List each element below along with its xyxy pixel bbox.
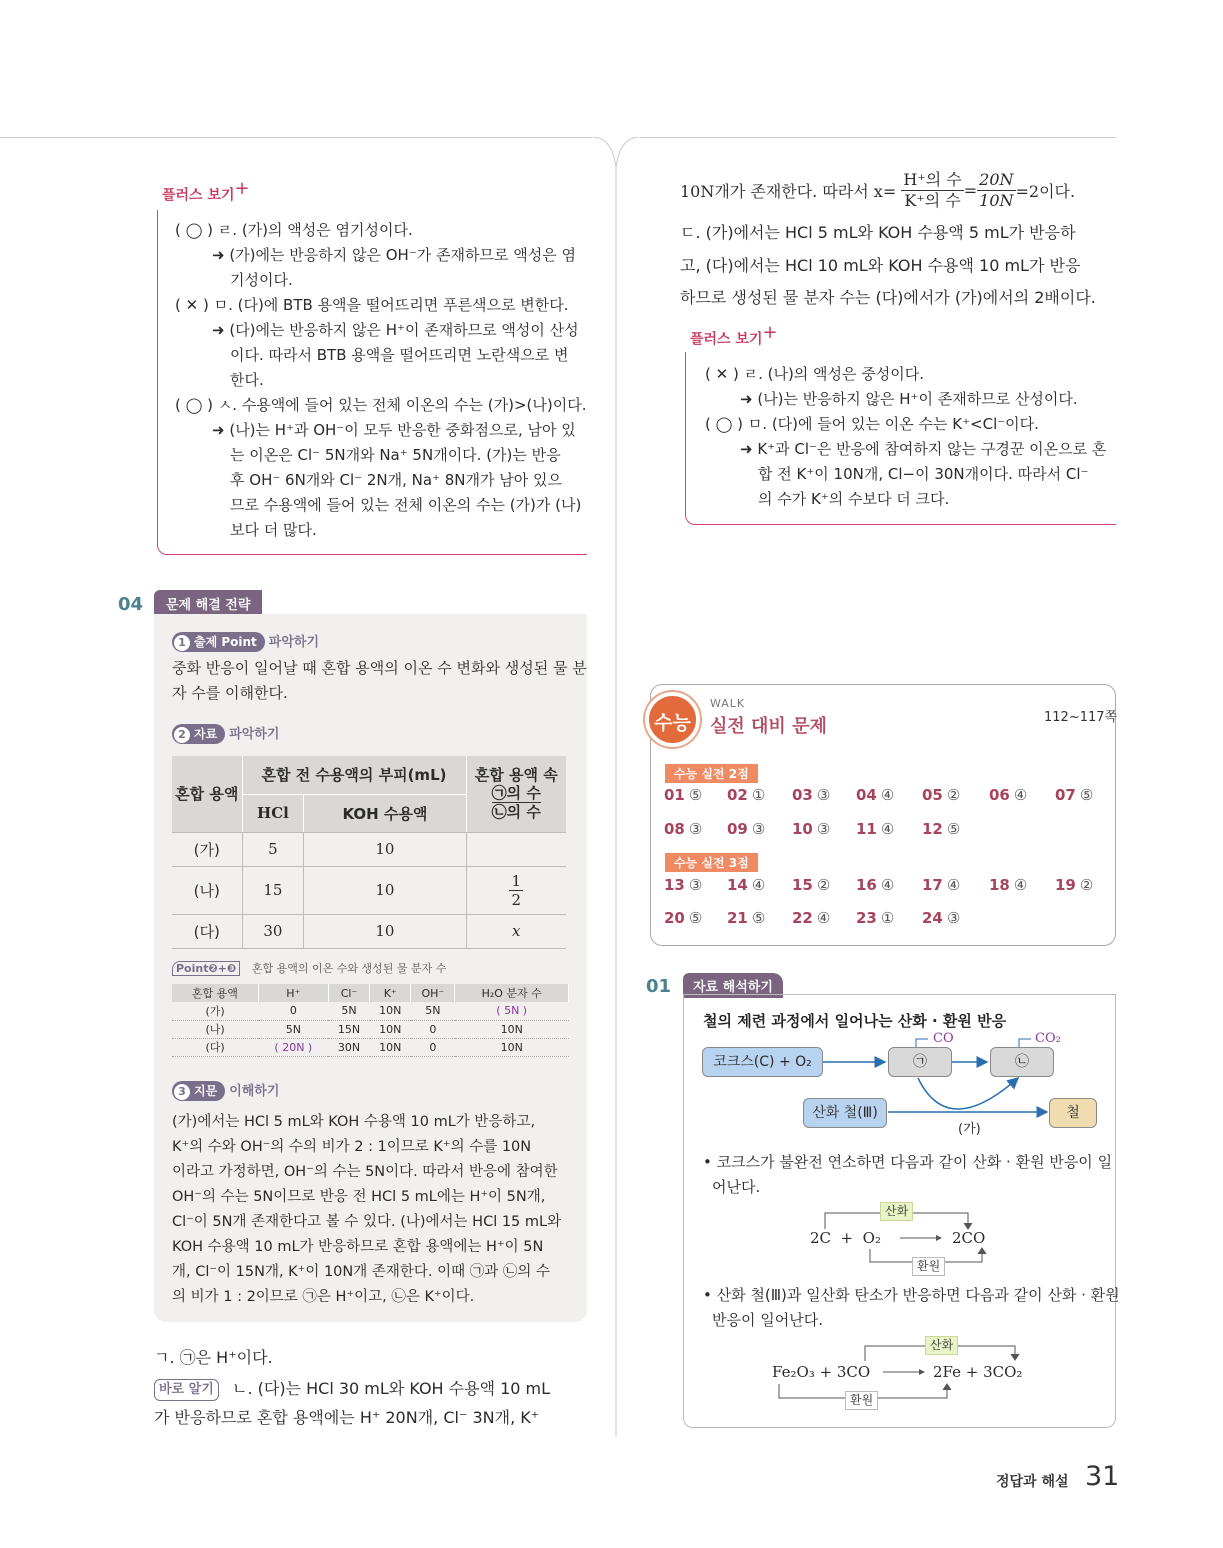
eq1-red: 환원 — [912, 1257, 945, 1276]
table-row: (나) 15 10 $\frac{1}{2}$ — [172, 866, 566, 914]
answer-item: 24 ③ — [922, 909, 961, 927]
th-hcl: HCl — [242, 794, 304, 832]
plus-title-right: 플러스 보기+ — [690, 322, 778, 348]
plus-title-left: 플러스 보기+ — [162, 178, 250, 204]
step3-line: OH⁻의 수는 5N이므로 반응 전 HCl 5 mL에는 H⁺이 5N개, — [172, 1189, 546, 1205]
bullet2-line: • 산화 철(Ⅲ)과 일산화 탄소가 반응하면 다음과 같이 산화 · 환원 — [703, 1286, 1120, 1304]
plus-line: 기성이다. — [230, 271, 293, 289]
step3-line: KOH 수용액 10 mL가 반응하므로 혼합 용액에는 H⁺이 5N — [172, 1239, 544, 1255]
question-number-04: 04 — [118, 594, 144, 615]
label-ga: (가) — [958, 1122, 981, 1137]
eq1-left: 2C + O₂ — [810, 1229, 881, 1247]
step2-heading — [172, 723, 279, 744]
answer-item: 01 ⑤ — [664, 786, 703, 804]
table-row: (다) ( 20N ) 30N 10N 0 10N — [172, 1038, 569, 1056]
answer-item: 10 ③ — [792, 820, 831, 838]
table-row: (가) 0 5N 10N 5N ( 5N ) — [172, 1002, 569, 1020]
step3-line: K⁺의 수와 OH⁻의 수의 비가 2 : 1이므로 K⁺의 수를 10N — [172, 1139, 532, 1155]
fraction-cell: $\frac{1}{2}$ — [466, 866, 566, 914]
plus-line: 후 OH⁻ 6N개와 Cl⁻ 2N개, Na⁺ 8N개가 남아 있으 — [230, 471, 562, 489]
step3-line: (가)에서는 HCl 5 mL와 KOH 수용액 10 mL가 반응하고, — [172, 1114, 536, 1130]
question-number-01: 01 — [646, 976, 672, 997]
step2-badge: 2 자료 — [172, 724, 225, 744]
plus-title-text: 플러스 보기 — [690, 331, 763, 348]
tag-3pt: 수능 실전 3점 — [665, 853, 758, 872]
plus-line: ( ✕ ) ㅁ. (다)에 BTB 용액을 떨어뜨리면 푸른색으로 변한다. — [175, 296, 569, 314]
pages-label: 112~117쪽 — [1044, 710, 1118, 725]
bullet1-line: • 코크스가 불완전 연소하면 다음과 같이 산화 · 환원 반응이 일 — [703, 1153, 1113, 1171]
answer-item: 07 ⑤ — [1055, 786, 1094, 804]
footer-label: 정답과 해설 — [996, 1474, 1069, 1490]
answer-item: 19 ② — [1055, 876, 1094, 894]
plus-line: ➜ (가)에는 반응하지 않은 OH⁻가 존재하므로 액성은 염 — [212, 246, 576, 264]
plus-line: ( ◯ ) ㄹ. (가)의 액성은 염기성이다. — [175, 221, 413, 239]
top-rule-right — [640, 137, 1116, 138]
step3-line: 이라고 가정하면, OH⁻의 수는 5N이다. 따라서 반응에 참여한 — [172, 1164, 558, 1180]
answer-item: 18 ④ — [989, 876, 1028, 894]
plus-line: 이다. 따라서 BTB 용액을 떨어뜨리면 노란색으로 변 — [230, 346, 569, 364]
plus-line: ➜ (나)는 반응하지 않은 H⁺이 존재하므로 산성이다. — [740, 390, 1078, 408]
ion-table-head: 혼합 용액 H⁺ Cl⁻ K⁺ OH⁻ H₂O 분자 수 — [172, 984, 569, 1002]
table-row: (나) 5N 15N 10N 0 10N — [172, 1020, 569, 1038]
answer-line: 고, (다)에서는 HCl 10 mL와 KOH 수용액 10 mL가 반응 — [680, 256, 1081, 275]
plus-line: 합 전 K⁺이 10N개, Cl−이 30N개이다. 따라서 Cl⁻ — [758, 465, 1089, 483]
plus-title-text: 플러스 보기 — [162, 187, 235, 204]
answer-item: 14 ④ — [727, 876, 766, 894]
answer-item: 13 ③ — [664, 876, 703, 894]
data-tag: 자료 해석하기 — [683, 973, 783, 998]
th-koh: KOH 수용액 — [304, 794, 466, 832]
answer-line: ㄱ. ㉠은 H⁺이다. — [154, 1348, 273, 1367]
step3-line: 의 비가 1 : 2이므로 ㉠은 H⁺이고, ㉡은 K⁺이다. — [172, 1289, 475, 1305]
eq1-ox: 산화 — [880, 1202, 913, 1221]
walk-label: WALK — [710, 697, 746, 710]
plus-line: 는 이온은 Cl⁻ 5N개와 Na⁺ 5N개이다. (가)는 반응 — [230, 446, 561, 464]
step1-heading — [172, 631, 319, 652]
answer-item: 11 ④ — [856, 820, 895, 838]
answer-item: 22 ④ — [792, 909, 831, 927]
answer-item: 09 ③ — [727, 820, 766, 838]
box-iron: 철 — [1049, 1098, 1097, 1128]
point-title: 혼합 용액의 이온 수와 생성된 물 분자 수 — [251, 962, 447, 975]
th-ratio: 혼합 용액 속 ㉠의 수 ㉡의 수 — [466, 756, 566, 832]
answer-item: 17 ④ — [922, 876, 961, 894]
eq2-ox: 산화 — [925, 1336, 958, 1355]
answer-line: 가 반응하므로 혼합 용액에는 H⁺ 20N개, Cl⁻ 3N개, K⁺ — [154, 1408, 540, 1427]
tag-2pt: 수능 실전 2점 — [665, 764, 758, 783]
box-a: ㉠ — [888, 1047, 952, 1077]
answer-item: 06 ④ — [989, 786, 1028, 804]
eq2-right: 2Fe + 3CO₂ — [933, 1363, 1023, 1381]
answer-item: 03 ③ — [792, 786, 831, 804]
eq1-right: 2CO — [952, 1229, 986, 1247]
step3-heading — [172, 1080, 279, 1101]
plus-line: ➜ (다)에는 반응하지 않은 H⁺이 존재하므로 액성이 산성 — [212, 321, 579, 339]
answer-line: ㄷ. (가)에서는 HCl 5 mL와 KOH 수용액 5 mL가 반응하 — [680, 223, 1076, 242]
answer-item: 12 ⑤ — [922, 820, 961, 838]
step3-text: 이해하기 — [229, 1084, 280, 1099]
answer-item: 20 ⑤ — [664, 909, 703, 927]
answer-line: 하므로 생성된 물 분자 수는 (다)에서가 (가)에서의 2배이다. — [680, 288, 1096, 307]
answer-item: 08 ③ — [664, 820, 703, 838]
th-before: 혼합 전 수용액의 부피(mL) — [242, 756, 466, 794]
answer-item: 05 ② — [922, 786, 961, 804]
data-table — [172, 756, 566, 949]
baro-tag: 바로 알기 — [154, 1379, 219, 1401]
answer-line: ㄴ. (다)는 HCl 30 mL와 KOH 수용액 10 mL — [232, 1379, 551, 1398]
step3-badge: 3 지문 — [172, 1081, 225, 1101]
plus-line: ➜ (나)는 H⁺과 OH⁻이 모두 반응한 중화점으로, 남아 있 — [212, 421, 576, 439]
step1-badge: 1 출제 Point — [172, 632, 265, 652]
plus-line: 의 수가 K⁺의 수보다 더 크다. — [758, 490, 950, 508]
plus-line: ( ◯ ) ㅅ. 수용액에 들어 있는 전체 이온의 수는 (가)>(나)이다. — [175, 396, 587, 414]
page-divider — [590, 137, 642, 1437]
strategy-tag: 문제 해결 전략 — [154, 590, 262, 617]
answer-item: 15 ② — [792, 876, 831, 894]
diagram-title: 철의 제련 과정에서 일어나는 산화 · 환원 반응 — [703, 1012, 1007, 1030]
label-co2: CO₂ — [1035, 1031, 1061, 1046]
page-number: 31 — [1085, 1461, 1120, 1492]
plus-line: ( ✕ ) ㄹ. (나)의 액성은 중성이다. — [705, 365, 925, 383]
bullet2-line: 반응이 일어난다. — [712, 1311, 823, 1329]
answer-item: 16 ④ — [856, 876, 895, 894]
plus-line: 므로 수용액에 들어 있는 전체 이온의 수는 (가)가 (나) — [230, 496, 582, 514]
x-equation: 10N개가 존재한다. 따라서 x= H⁺의 수 K⁺의 수 = $\frac{20N}{10N}$ =2이다. — [680, 170, 1076, 210]
table-row: (가) 5 10 — [172, 832, 566, 866]
plus-line: ( ◯ ) ㅁ. (다)에 들어 있는 이온 수는 K⁺<Cl⁻이다. — [705, 415, 1039, 433]
th-mix: 혼합 용액 — [172, 756, 242, 832]
bullet1-line: 어난다. — [712, 1178, 761, 1196]
ion-table — [172, 984, 569, 1057]
practice-title: 실전 대비 문제 — [710, 716, 827, 737]
point-tag: Point❷+❸ — [172, 961, 240, 976]
eq2-red: 환원 — [845, 1391, 878, 1410]
label-co: CO — [933, 1031, 954, 1046]
answer-item: 23 ① — [856, 909, 895, 927]
answer-item: 02 ① — [727, 786, 766, 804]
answer-item: 04 ④ — [856, 786, 895, 804]
step1-body: 자 수를 이해한다. — [172, 684, 288, 702]
step3-line: Cl⁻이 5N개 존재한다고 볼 수 있다. (나)에서는 HCl 15 mL와 — [172, 1214, 562, 1230]
step2-text: 파악하기 — [229, 727, 280, 742]
step3-line: 개, Cl⁻이 15N개, K⁺이 10N개 존재한다. 이때 ㉠과 ㉡의 수 — [172, 1264, 550, 1280]
plus-line: 보다 더 많다. — [230, 521, 317, 539]
step1-body: 중화 반응이 일어날 때 혼합 용액의 이온 수 변화와 생성된 물 분 — [172, 659, 587, 677]
table-row: (다) 30 10 x — [172, 914, 566, 948]
step1-text: 파악하기 — [268, 635, 320, 650]
suneung-badge: 수능 — [645, 692, 700, 747]
box-coke: 코크스(C) + O₂ — [702, 1047, 823, 1077]
point-heading — [172, 960, 446, 976]
plus-line: 한다. — [230, 371, 264, 389]
box-iron-oxide: 산화 철(Ⅲ) — [803, 1098, 887, 1128]
top-rule-left — [0, 137, 592, 138]
answer-item: 21 ⑤ — [727, 909, 766, 927]
plus-line: ➜ K⁺과 Cl⁻은 반응에 참여하지 않는 구경꾼 이온으로 혼 — [740, 440, 1107, 458]
eq2-left: Fe₂O₃ + 3CO — [772, 1363, 871, 1381]
box-b: ㉡ — [990, 1047, 1054, 1077]
